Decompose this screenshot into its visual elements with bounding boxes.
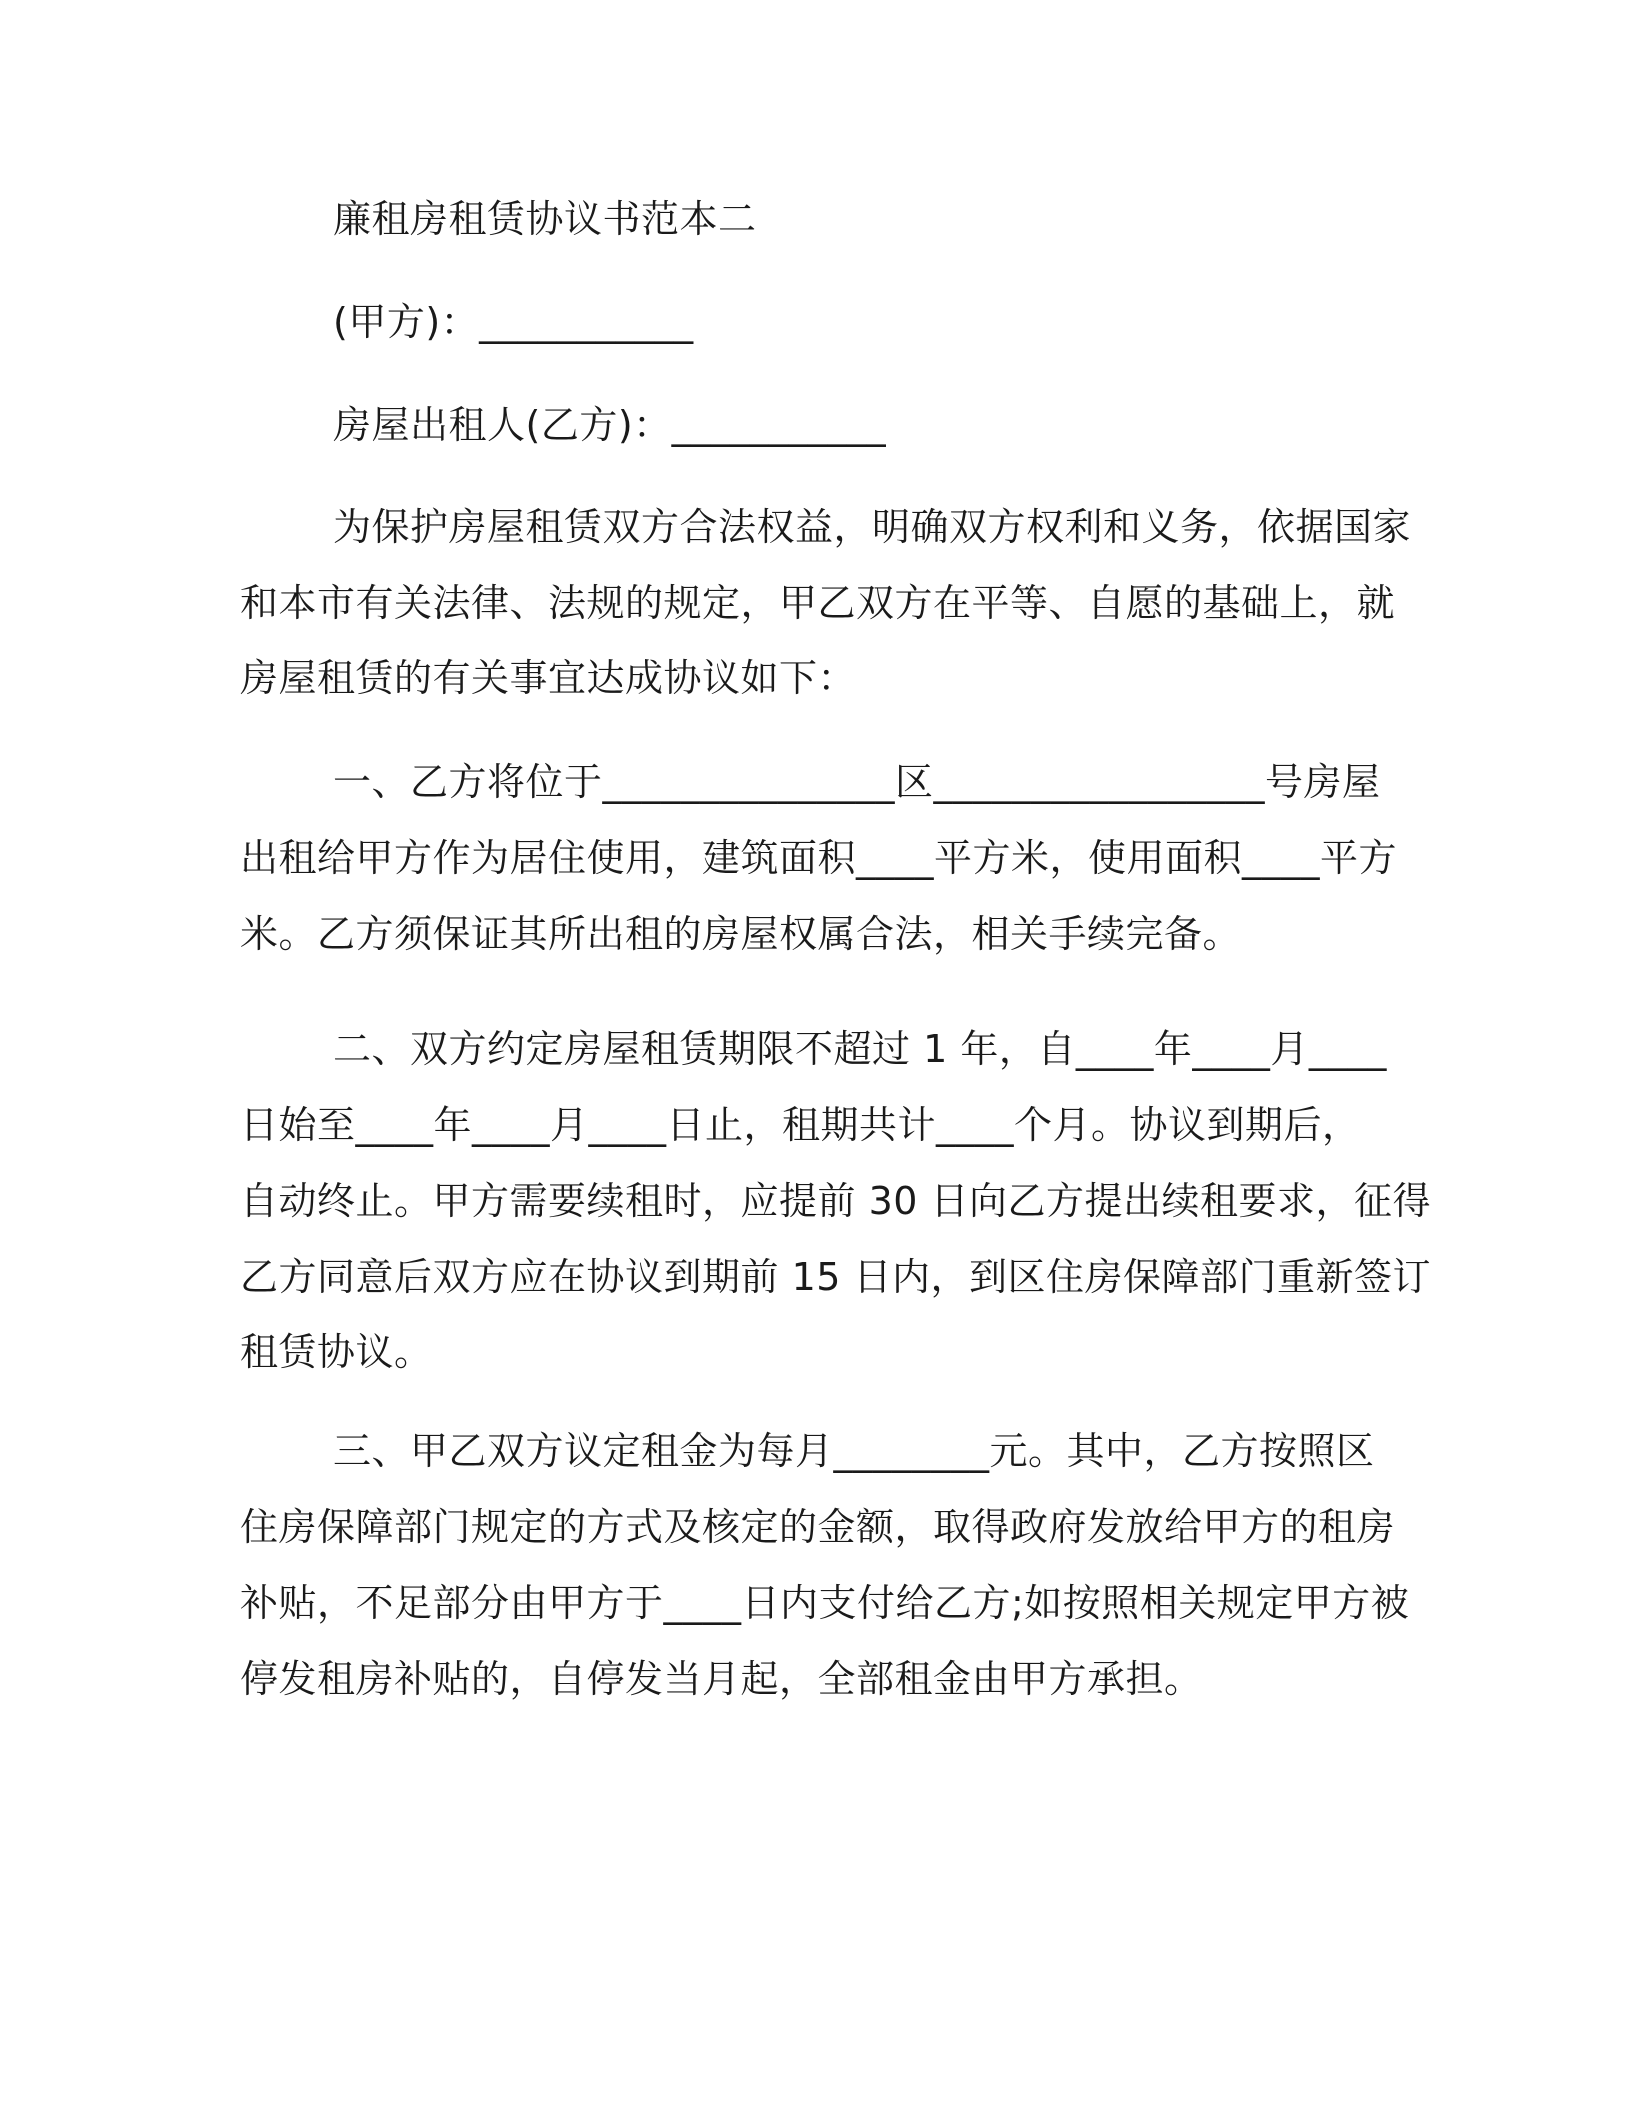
paragraph-line: 日始至____年____月____日止，租期共计____个月。协议到期后， — [240, 1103, 1361, 1147]
paragraph-line: 米。乙方须保证其所出租的房屋权属合法，相关手续完备。 — [240, 912, 1242, 956]
paragraph-line: 为保护房屋租赁双方合法权益，明确双方权利和义务，依据国家 — [333, 505, 1412, 549]
paragraph-line: 住房保障部门规定的方式及核定的金额，取得政府发放给甲方的租房 — [240, 1505, 1396, 1549]
party-a-line: (甲方)：___________ — [333, 300, 694, 344]
paragraph-line: 出租给甲方作为居住使用，建筑面积____平方米，使用面积____平方 — [240, 836, 1398, 880]
paragraph-line: 租赁协议。 — [240, 1330, 433, 1374]
paragraph-line: 和本市有关法律、法规的规定，甲乙双方在平等、自愿的基础上，就 — [240, 581, 1396, 625]
document-title: 廉租房租赁协议书范本二 — [333, 197, 757, 241]
paragraph-line: 乙方同意后双方应在协议到期前 15 日内，到区住房保障部门重新签订 — [240, 1255, 1432, 1299]
party-b-line: 房屋出租人(乙方)：___________ — [333, 403, 887, 447]
paragraph-line: 三、甲乙双方议定租金为每月________元。其中，乙方按照区 — [333, 1429, 1375, 1473]
paragraph-line: 一、乙方将位于_______________区_________________号房屋 — [333, 760, 1381, 804]
paragraph-line: 停发租房补贴的，自停发当月起，全部租金由甲方承担。 — [240, 1657, 1203, 1701]
paragraph-line: 二、双方约定房屋租赁期限不超过 1 年，自____年____月____ — [333, 1027, 1387, 1071]
paragraph-line: 补贴，不足部分由甲方于____日内支付给乙方;如按照相关规定甲方被 — [240, 1581, 1410, 1625]
paragraph-line: 房屋租赁的有关事宜达成协议如下： — [240, 656, 857, 700]
paragraph-line: 自动终止。甲方需要续租时，应提前 30 日向乙方提出续租要求，征得 — [240, 1179, 1432, 1223]
